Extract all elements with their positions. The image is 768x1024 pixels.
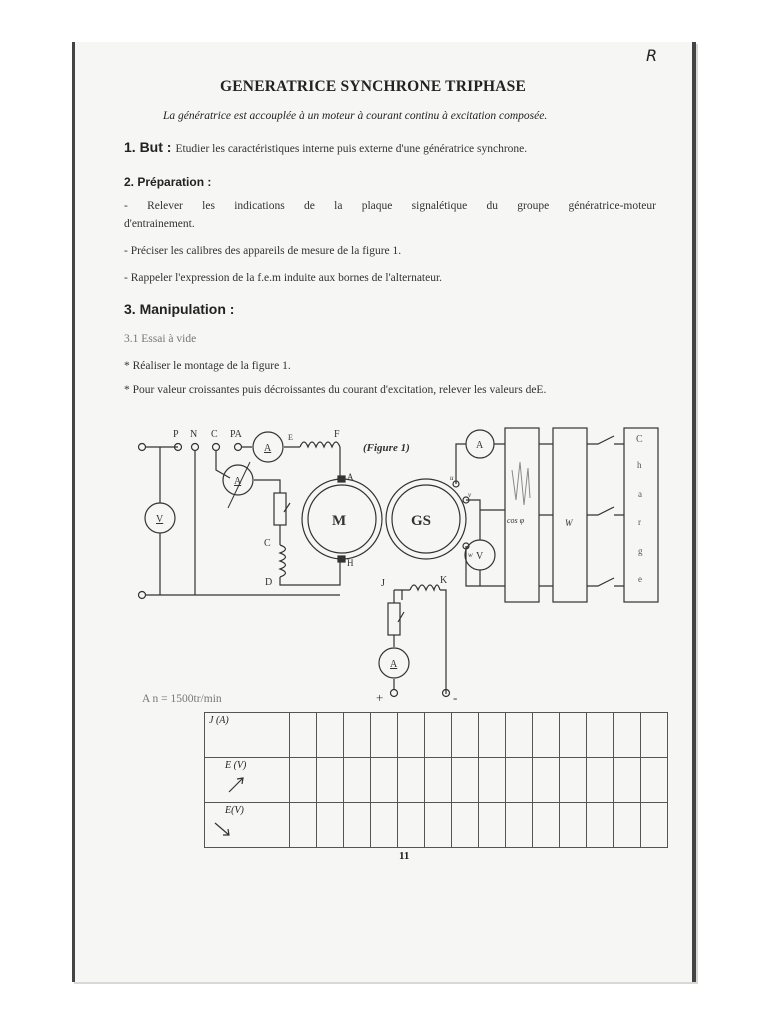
label-h: H: [347, 558, 354, 568]
section-2-item-1: - Relever les indications de la plaque signalétique du groupe génératrice-moteur: [124, 200, 656, 212]
page-number: 11: [399, 850, 410, 862]
wire-shunt-return: [280, 560, 340, 585]
row-label-e-decreasing: E(V): [205, 803, 290, 848]
brush-a: [338, 476, 345, 482]
wire-rheostat-top: [254, 480, 280, 493]
ammeter-armature-label: A: [264, 443, 272, 454]
terminal-left-top: [139, 444, 146, 451]
load-letter-1: C: [636, 434, 643, 445]
shunt-winding: [280, 545, 286, 577]
wire-c: [216, 451, 230, 478]
section-3-item-2: * Pour valeur croissantes puis décroissantes du courant d'excitation, relever les valeurs deE.: [124, 384, 547, 396]
cosphi-meter: [505, 428, 539, 602]
section-2-heading: 2. Préparation :: [124, 175, 212, 189]
load-letter-5: g: [638, 546, 643, 556]
label-f: F: [334, 429, 340, 440]
figure-caption: (Figure 1): [363, 442, 410, 454]
row-label-e-increasing: E (V): [205, 758, 290, 803]
series-winding: [300, 442, 340, 447]
wire-exc-rheostat: [394, 590, 402, 603]
section-3-heading: 3. Manipulation :: [124, 301, 235, 317]
plus-sign: +: [376, 690, 384, 705]
excitation-winding: [410, 585, 440, 590]
arrow-up-icon: [227, 774, 247, 794]
exc-slider: [398, 612, 404, 622]
label-u: u: [450, 474, 454, 482]
terminal-pa: [235, 444, 242, 451]
section-1-heading: 1. But :: [124, 139, 172, 155]
measurement-table: [204, 712, 668, 848]
label-c: C: [211, 429, 218, 440]
label-k: K: [440, 575, 448, 586]
table-row: [205, 803, 668, 848]
label-n: N: [190, 429, 198, 440]
label-pa: PA: [230, 429, 242, 440]
brush-h: [338, 556, 345, 562]
generator-label: GS: [411, 513, 432, 529]
load-letter-3: a: [638, 489, 642, 499]
table-row: [205, 758, 668, 803]
voltmeter-line-label: V: [476, 551, 484, 562]
ammeter-field-label: A: [234, 476, 242, 487]
wattmeter: [553, 428, 587, 602]
pen-scribble: [512, 462, 530, 505]
arrow-down-icon: [213, 819, 233, 839]
label-e: E: [288, 433, 293, 442]
load-letter-2: h: [637, 460, 642, 470]
label-d: D: [265, 577, 273, 588]
label-w: w: [468, 551, 473, 559]
section-1-text: Etudier les caractéristiques interne puis externe d'une génératrice synchrone.: [175, 143, 528, 155]
subtitle: La génératrice est accouplée à un moteur à courant continu à excitation composée.: [163, 110, 548, 122]
section-2-item-1-cont: d'entrainement.: [124, 218, 195, 230]
switches: [587, 436, 614, 586]
row-label-current: J (A): [205, 713, 290, 758]
label-j: J: [381, 578, 385, 589]
terminal-left-bottom: [139, 592, 146, 599]
corner-mark: R: [646, 46, 658, 65]
wire-v: [466, 500, 505, 520]
load-letter-4: r: [638, 517, 641, 527]
section-3-item-1: * Réaliser le montage de la figure 1.: [124, 360, 291, 372]
speed-label: A n = 1500tr/min: [142, 693, 222, 705]
cosphi-label: cos φ: [507, 516, 525, 525]
terminal-plus: [391, 690, 398, 697]
motor-label: M: [332, 513, 347, 529]
wire-excitation: [402, 590, 446, 694]
wattmeter-label: W: [565, 518, 573, 528]
section-2-item-2: - Préciser les calibres des appareils de mesure de la figure 1.: [124, 245, 402, 257]
label-c-coil: C: [264, 538, 271, 549]
wire-between-meters: [539, 444, 553, 586]
voltmeter-left-label: V: [156, 514, 164, 525]
label-v: v: [468, 491, 472, 499]
terminal-n: [192, 444, 199, 451]
exc-rheostat: [388, 603, 400, 635]
section-3-sub: 3.1 Essai à vide: [124, 333, 197, 345]
table-row: [205, 713, 668, 758]
rheostat: [274, 493, 286, 525]
ammeter-excitation-label: A: [390, 659, 398, 670]
ammeter-line-label: A: [476, 440, 484, 451]
load-letter-6: e: [638, 574, 642, 584]
rheostat-slider: [284, 503, 290, 512]
section-2-item-3: - Rappeler l'expression de la f.e.m induite aux bornes de l'alternateur.: [124, 272, 443, 284]
minus-sign: -: [453, 690, 458, 705]
page-title: GENERATRICE SYNCHRONE TRIPHASE: [220, 78, 527, 95]
wire-to-load: [614, 444, 624, 586]
terminal-c: [213, 444, 220, 451]
label-p: P: [173, 429, 179, 440]
label-a: A: [347, 472, 354, 482]
slash-mark: [228, 462, 250, 508]
